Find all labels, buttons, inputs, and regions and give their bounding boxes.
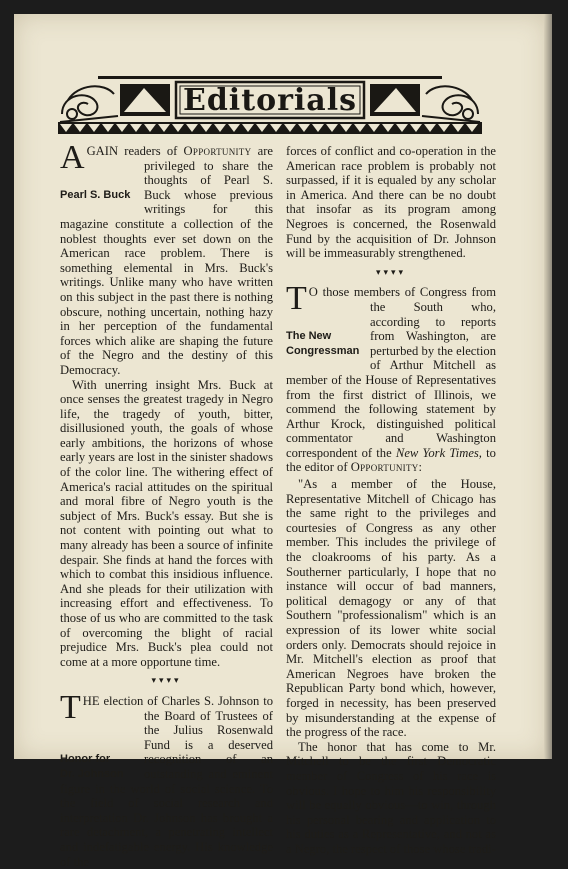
sidehead-pearl-buck: Pearl S. Buck [60,189,131,201]
newspaper-name: New York Times, [395,445,482,460]
congressman-paragraph: T The New Congressman O those members of Congress from the South who, according to reports from Washington, are perturbed by the election of Arthur Mitchell as member of the House of Representatives from the first district of Illinois, we commend the following statement by Arthur Krock, distinguished political commentator and Washington correspondent of the New York Times, to the editor of Opportunity: [286,280,496,475]
left-scroll-ornament [60,86,118,122]
honor-paragraph: The honor that has come to Mr. Mitchell to be the first Democratic member of Congress of his race is obvious. I hope to him his responsibility will be equally obvious—to win, through his personal bearing and application to his duties as a Representative, and not as a Negro, the respect of those whose tradi- [286,739,496,856]
right-column [286,144,496,857]
drop-cap-t2: T [286,280,307,318]
magazine-name-2: Opportunity: [350,460,423,475]
sidehead-congressman: The New Congressman [286,330,360,357]
page-edge [544,14,552,759]
section-separator: ▾▾▾▾ [151,675,182,686]
drop-cap-t: T [60,688,81,726]
section-separator-2: ▾▾▾▾ [375,266,407,277]
buck-paragraph: AGAIN readers of Opportunity Pearl S. Buck are privileged to share the thoughts of Pearl S. Buck whose previous writings for this magazine constitute a collection of the noblest thoughts ever set down on the American race problem. There is something elemental in Mrs. Buck's writings. Unlike many who have written on this subject in the past there is nothing obscure, nothing uncertain, nothing hazy in her perception of the fundamental forces which alike are shaping the future of the Negro and the destiny of this Democracy. [60,139,273,377]
header-ornament [58,70,482,134]
magazine-name: Opportunity [183,144,252,158]
drop-cap-a: A [60,139,85,176]
section-title: Editorials [182,83,358,118]
buck-paragraph-2: With unerring insight Mrs. Buck at once senses the greatest tragedy in Negro life, the tragedy of youth, bitter, disillusioned youth, the goals of whose early ambitions, the horizons of whose early years are lost in the sinister shadows of the color line. The withering effect of America's racial attitudes on the spiritual and moral fibre of Negro youth is the subject of Mrs. Buck's essay. But she is not content with pointing out what to many already has been a source of infinite despair. She finds at hand the forces with which to combat this insidious influence. And she pleads for their utilization with increasing effort and effectiveness. To those of us who are committed to the task of overcoming the blight of racial prejudice Mrs. Buck's plea could not come at a more opportune time. [60,377,273,669]
johnson-continued: forces of conflict and co-operation in the American race problem is probably not surpassed, if it is equaled by any scholar in America. And there can be no doubt that insofar as its program among Negroes is concerned, the Rosenwald Fund by the acquisition of Dr. Johnson will be immeasurably strengthened. [286,144,496,261]
johnson-paragraph: T Honor for Dr. Johnson HE election of Charles S. Johnson to the Board of Trustees of the Julius Rosenwald Fund is a deserved recognition of an outstanding and eminent figure in the world of social science. To the field of social research and interpretation Dr. Johnson has brought a rare detachment, a penetrating intellect and indefatigable energy. His knowledge of the [60,688,273,869]
right-scroll-ornament [422,86,480,122]
krock-quote: "As a member of the House, Representative Mitchell of Chicago has the same right to the privileges and courtesies of Congress as any other member. This includes the privilege of the cloakrooms of his party. As a Southerner particularly, I hope that no instance will occur of bad manners, political demagogy or any of that Southern "professionalism" which is an expression of its lower white social orders only. Democrats should rejoice in Mr. Mitchell's election as proof that American Negroes have broken the Republican Party bond which, however, forged in necessity, has been preserved by misunderstanding at the expense of the progress of the race. [286,477,496,740]
editorials-header [58,70,482,134]
left-column [60,139,273,869]
sidehead-johnson: Honor for Dr. Johnson [60,752,124,780]
